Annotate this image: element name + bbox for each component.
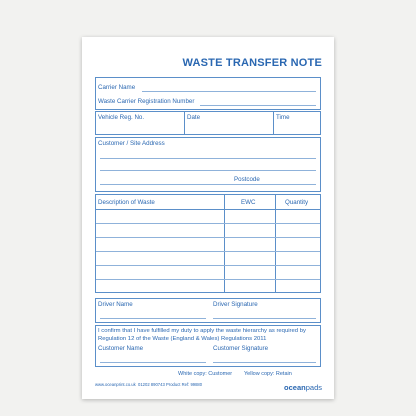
- driver-name-field[interactable]: [100, 318, 206, 319]
- customer-address-section: [95, 137, 321, 192]
- declaration-text: I confirm that I have fulfilled my duty to apply the waste hierarchy as required by Regulation 12 of the Waste (England & Wales) Regulations 2011: [98, 328, 306, 342]
- address-line-1[interactable]: [100, 158, 316, 159]
- footer-website: www.oceanprint.co.uk: [95, 382, 136, 387]
- brand-logo: oceanpads: [284, 383, 322, 392]
- postcode-label: Postcode: [234, 176, 260, 183]
- table-row[interactable]: [96, 279, 320, 280]
- date-time-divider: [273, 112, 274, 134]
- column-header-description: Description of Waste: [98, 199, 155, 206]
- column-header-quantity: Quantity: [285, 199, 309, 206]
- description-ewc-divider: [224, 195, 225, 292]
- address-line-2[interactable]: [100, 170, 316, 171]
- table-row[interactable]: [96, 223, 320, 224]
- waste-transfer-note-pad: [82, 37, 334, 399]
- time-label: Time: [276, 114, 290, 121]
- vehicle-reg-label: Vehicle Reg. No.: [98, 114, 145, 121]
- customer-signature-label: Customer Signature: [213, 345, 269, 352]
- table-header-rule: [96, 209, 320, 210]
- carrier-name-field[interactable]: [142, 91, 316, 92]
- driver-name-label: Driver Name: [98, 301, 133, 308]
- vehicle-section: [95, 111, 321, 135]
- postcode-field[interactable]: [100, 184, 316, 185]
- date-label: Date: [187, 114, 201, 121]
- carrier-section: [95, 77, 321, 110]
- driver-section: [95, 298, 321, 323]
- table-row[interactable]: [96, 265, 320, 266]
- registration-number-field[interactable]: [200, 105, 316, 106]
- column-header-ewc: EWC: [241, 199, 256, 206]
- customer-signature-field[interactable]: [213, 362, 316, 363]
- footer-phone: 01202 890743: [138, 382, 165, 387]
- driver-signature-field[interactable]: [213, 318, 316, 319]
- table-row[interactable]: [96, 251, 320, 252]
- ewc-quantity-divider: [275, 195, 276, 292]
- vehicle-date-divider: [184, 112, 185, 134]
- customer-name-label: Customer Name: [98, 345, 144, 352]
- footer-product-ref: Product Ref: 99880: [166, 382, 203, 387]
- page-title: WASTE TRANSFER NOTE: [182, 57, 322, 69]
- waste-table: [95, 194, 321, 293]
- table-row[interactable]: [96, 237, 320, 238]
- yellow-copy-label: Yellow copy: Retain: [244, 371, 292, 377]
- customer-address-label: Customer / Site Address: [98, 140, 165, 147]
- driver-signature-label: Driver Signature: [213, 301, 258, 308]
- registration-number-label: Waste Carrier Registration Number: [98, 98, 195, 105]
- carrier-name-label: Carrier Name: [98, 84, 136, 91]
- white-copy-label: White copy: Customer: [178, 371, 233, 377]
- declaration-section: [95, 325, 321, 367]
- customer-name-field[interactable]: [100, 362, 206, 363]
